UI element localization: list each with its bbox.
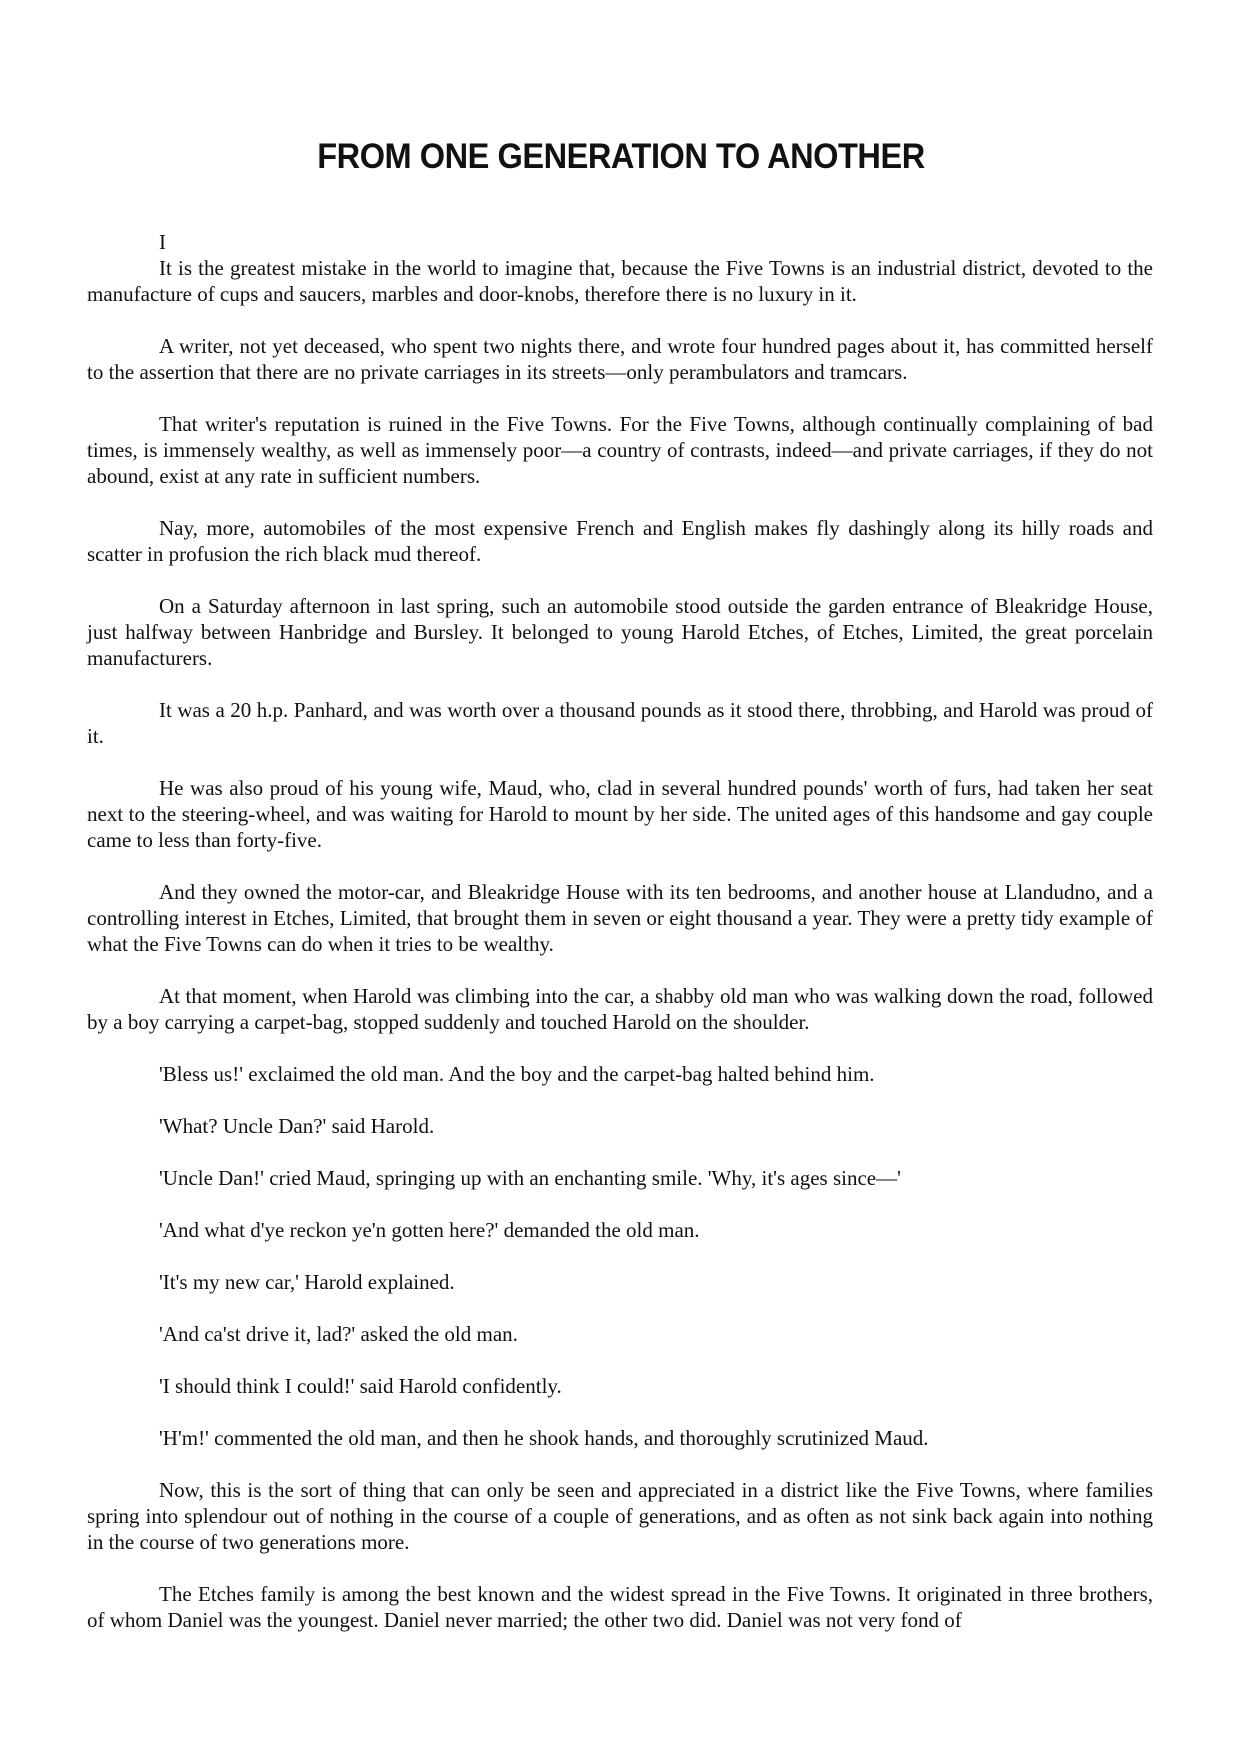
paragraph: A writer, not yet deceased, who spent two nights there, and wrote four hundred pages about it, has committed herself to the assertion that there are no private carriages in its streets—only perambulators and tramcars.: [87, 334, 1153, 384]
paragraph: At that moment, when Harold was climbing into the car, a shabby old man who was walking down the road, followed by a boy carrying a carpet-bag, stopped suddenly and touched Harold on the shoulder.: [87, 984, 1153, 1034]
paragraph: 'And ca'st drive it, lad?' asked the old man.: [159, 1322, 518, 1346]
paragraph: Nay, more, automobiles of the most expensive French and English makes fly dashingly along its hilly roads and scatter in profusion the rich black mud thereof.: [87, 516, 1153, 566]
section-number: I: [159, 230, 166, 254]
paragraph: It is the greatest mistake in the world to imagine that, because the Five Towns is an industrial district, devoted to the manufacture of cups and saucers, marbles and door-knobs, therefore there is no luxury in it.: [87, 256, 1153, 306]
paragraph: Now, this is the sort of thing that can only be seen and appreciated in a district like the Five Towns, where families spring into splendour out of nothing in the course of a couple of generations, and as often as not sink back again into nothing in the course of two generations more.: [87, 1478, 1153, 1554]
document-title: FROM ONE GENERATION TO ANOTHER: [317, 137, 925, 176]
document-body: [87, 229, 1153, 1633]
paragraph: 'Bless us!' exclaimed the old man. And the boy and the carpet-bag halted behind him.: [159, 1062, 875, 1086]
paragraph: On a Saturday afternoon in last spring, such an automobile stood outside the garden entrance of Bleakridge House, just halfway between Hanbridge and Bursley. It belonged to young Harold Etches, of Etches, Limited, the great porcelain manufacturers.: [87, 594, 1153, 670]
paragraph: 'It's my new car,' Harold explained.: [159, 1270, 455, 1294]
paragraph: That writer's reputation is ruined in the Five Towns. For the Five Towns, although continually complaining of bad times, is immensely wealthy, as well as immensely poor—a country of contrasts, indeed—and private carriages, if they do not abound, exist at any rate in sufficient numbers.: [87, 412, 1153, 488]
paragraph: He was also proud of his young wife, Maud, who, clad in several hundred pounds' worth of furs, had taken her seat next to the steering-wheel, and was waiting for Harold to mount by her side. The united ages of this handsome and gay couple came to less than forty-five.: [87, 776, 1153, 852]
paragraph: The Etches family is among the best known and the widest spread in the Five Towns. It originated in three brothers, of whom Daniel was the youngest. Daniel never married; the other two did. Daniel was not very fond of: [87, 1582, 1153, 1632]
paragraph: 'I should think I could!' said Harold confidently.: [159, 1374, 562, 1398]
paragraph: 'What? Uncle Dan?' said Harold.: [159, 1114, 435, 1138]
paragraph: 'H'm!' commented the old man, and then he shook hands, and thoroughly scrutinized Maud.: [159, 1426, 929, 1450]
paragraph: And they owned the motor-car, and Bleakridge House with its ten bedrooms, and another house at Llandudno, and a controlling interest in Etches, Limited, that brought them in seven or eight thousand a year. They were a pretty tidy example of what the Five Towns can do when it tries to be wealthy.: [87, 880, 1153, 956]
paragraph: It was a 20 h.p. Panhard, and was worth over a thousand pounds as it stood there, throbbing, and Harold was proud of it.: [87, 698, 1153, 748]
paragraph: 'Uncle Dan!' cried Maud, springing up with an enchanting smile. 'Why, it's ages since—': [159, 1166, 901, 1190]
paragraph: 'And what d'ye reckon ye'n gotten here?' demanded the old man.: [159, 1218, 700, 1242]
